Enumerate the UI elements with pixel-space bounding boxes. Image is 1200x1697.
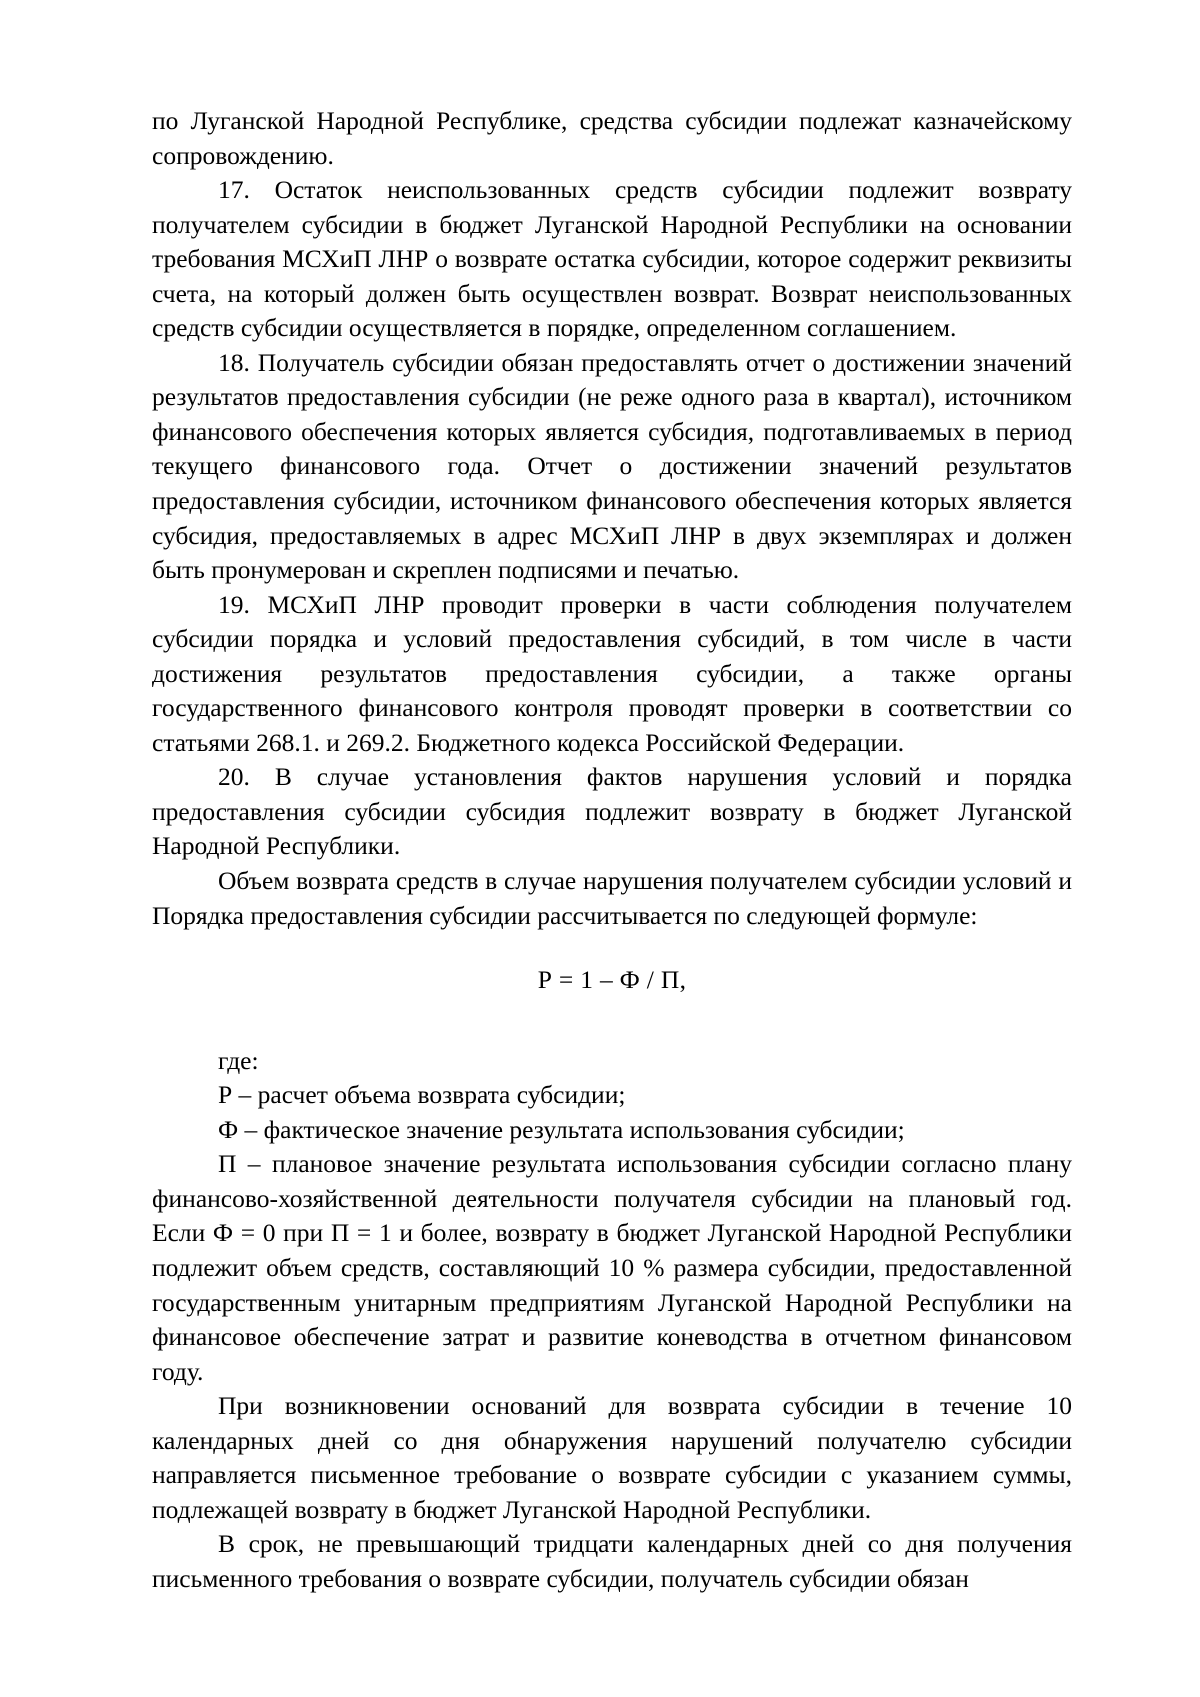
paragraph-item-20: 20. В случае установления фактов нарушения условий и порядка предоставления субсидии субсидия подлежит возврату в бюджет Луганской Народной Республики.: [152, 762, 1072, 861]
document-body: [152, 104, 1072, 1596]
paragraph-return-notice: При возникновении оснований для возврата субсидии в течение 10 календарных дней со дня обнаружения нарушений получателю субсидии направляется письменное требование о возврате субсидии с указанием суммы, подлежащей возврату в бюджет Луганской Народной Республики.: [152, 1391, 1072, 1524]
paragraph-opening: по Луганской Народной Республике, средства субсидии подлежат казначейскому сопровождению.: [152, 106, 1072, 170]
paragraph-item-19: 19. МСХиП ЛНР проводит проверки в части соблюдения получателем субсидии порядка и условий предоставления субсидий, в том числе в части достижения результатов предоставления субсидии, а также органы государственного финансового контроля проводят проверки в соответствии со статьями 268.1. и 269.2. Бюджетного кодекса Российской Федерации.: [152, 589, 1072, 757]
paragraph-return-term: В срок, не превышающий тридцати календарных дней со дня получения письменного требования о возврате субсидии, получатель субсидии обязан: [152, 1529, 1072, 1593]
paragraph-definition-p: П – плановое значение результата использования субсидии согласно плану финансово-хозяйственной деятельности получателя субсидии на плановый год. Если Ф = 0 при П = 1 и более, возврату в бюджет Луганской Народной Республики подлежит объем средств, составляющий 10 % размера субсидии, предоставленной государственным унитарным предприятиям Луганской Народной Республики на финансовое обеспечение затрат и развитие коневодства в отчетном финансовом году.: [152, 1149, 1072, 1386]
formula-return-volume: Р = 1 – Ф / П,: [537, 965, 687, 995]
definition-f: Ф – фактическое значение результата использования субсидии;: [218, 1114, 905, 1144]
paragraph-item-18: 18. Получатель субсидии обязан предоставлять отчет о достижении значений результатов предоставления субсидии (не реже одного раза в квартал), источником финансового обеспечения которых является субсидия, подготавливаемых в период текущего финансового года. Отчет о достижении значений результатов предоставления субсидии, источником финансового обеспечения которых является субсидия, предоставляемых в адрес МСХиП ЛНР в двух экземплярах и должен быть пронумерован и скреплен подписями и печатью.: [152, 347, 1072, 585]
definition-r: Р – расчет объема возврата субсидии;: [218, 1080, 626, 1110]
paragraph-return-volume: Объем возврата средств в случае нарушения получателем субсидии условий и Порядка предоставления субсидии рассчитывается по следующей формуле:: [152, 866, 1072, 930]
paragraph-item-17: 17. Остаток неиспользованных средств субсидии подлежит возврату получателем субсидии в бюджет Луганской Народной Республики на основании требования МСХиП ЛНР о возврате остатка субсидии, которое содержит реквизиты счета, на который должен быть осуществлен возврат. Возврат неиспользованных средств субсидии осуществляется в порядке, определенном соглашением.: [152, 175, 1072, 343]
definition-gde: где:: [218, 1045, 259, 1075]
